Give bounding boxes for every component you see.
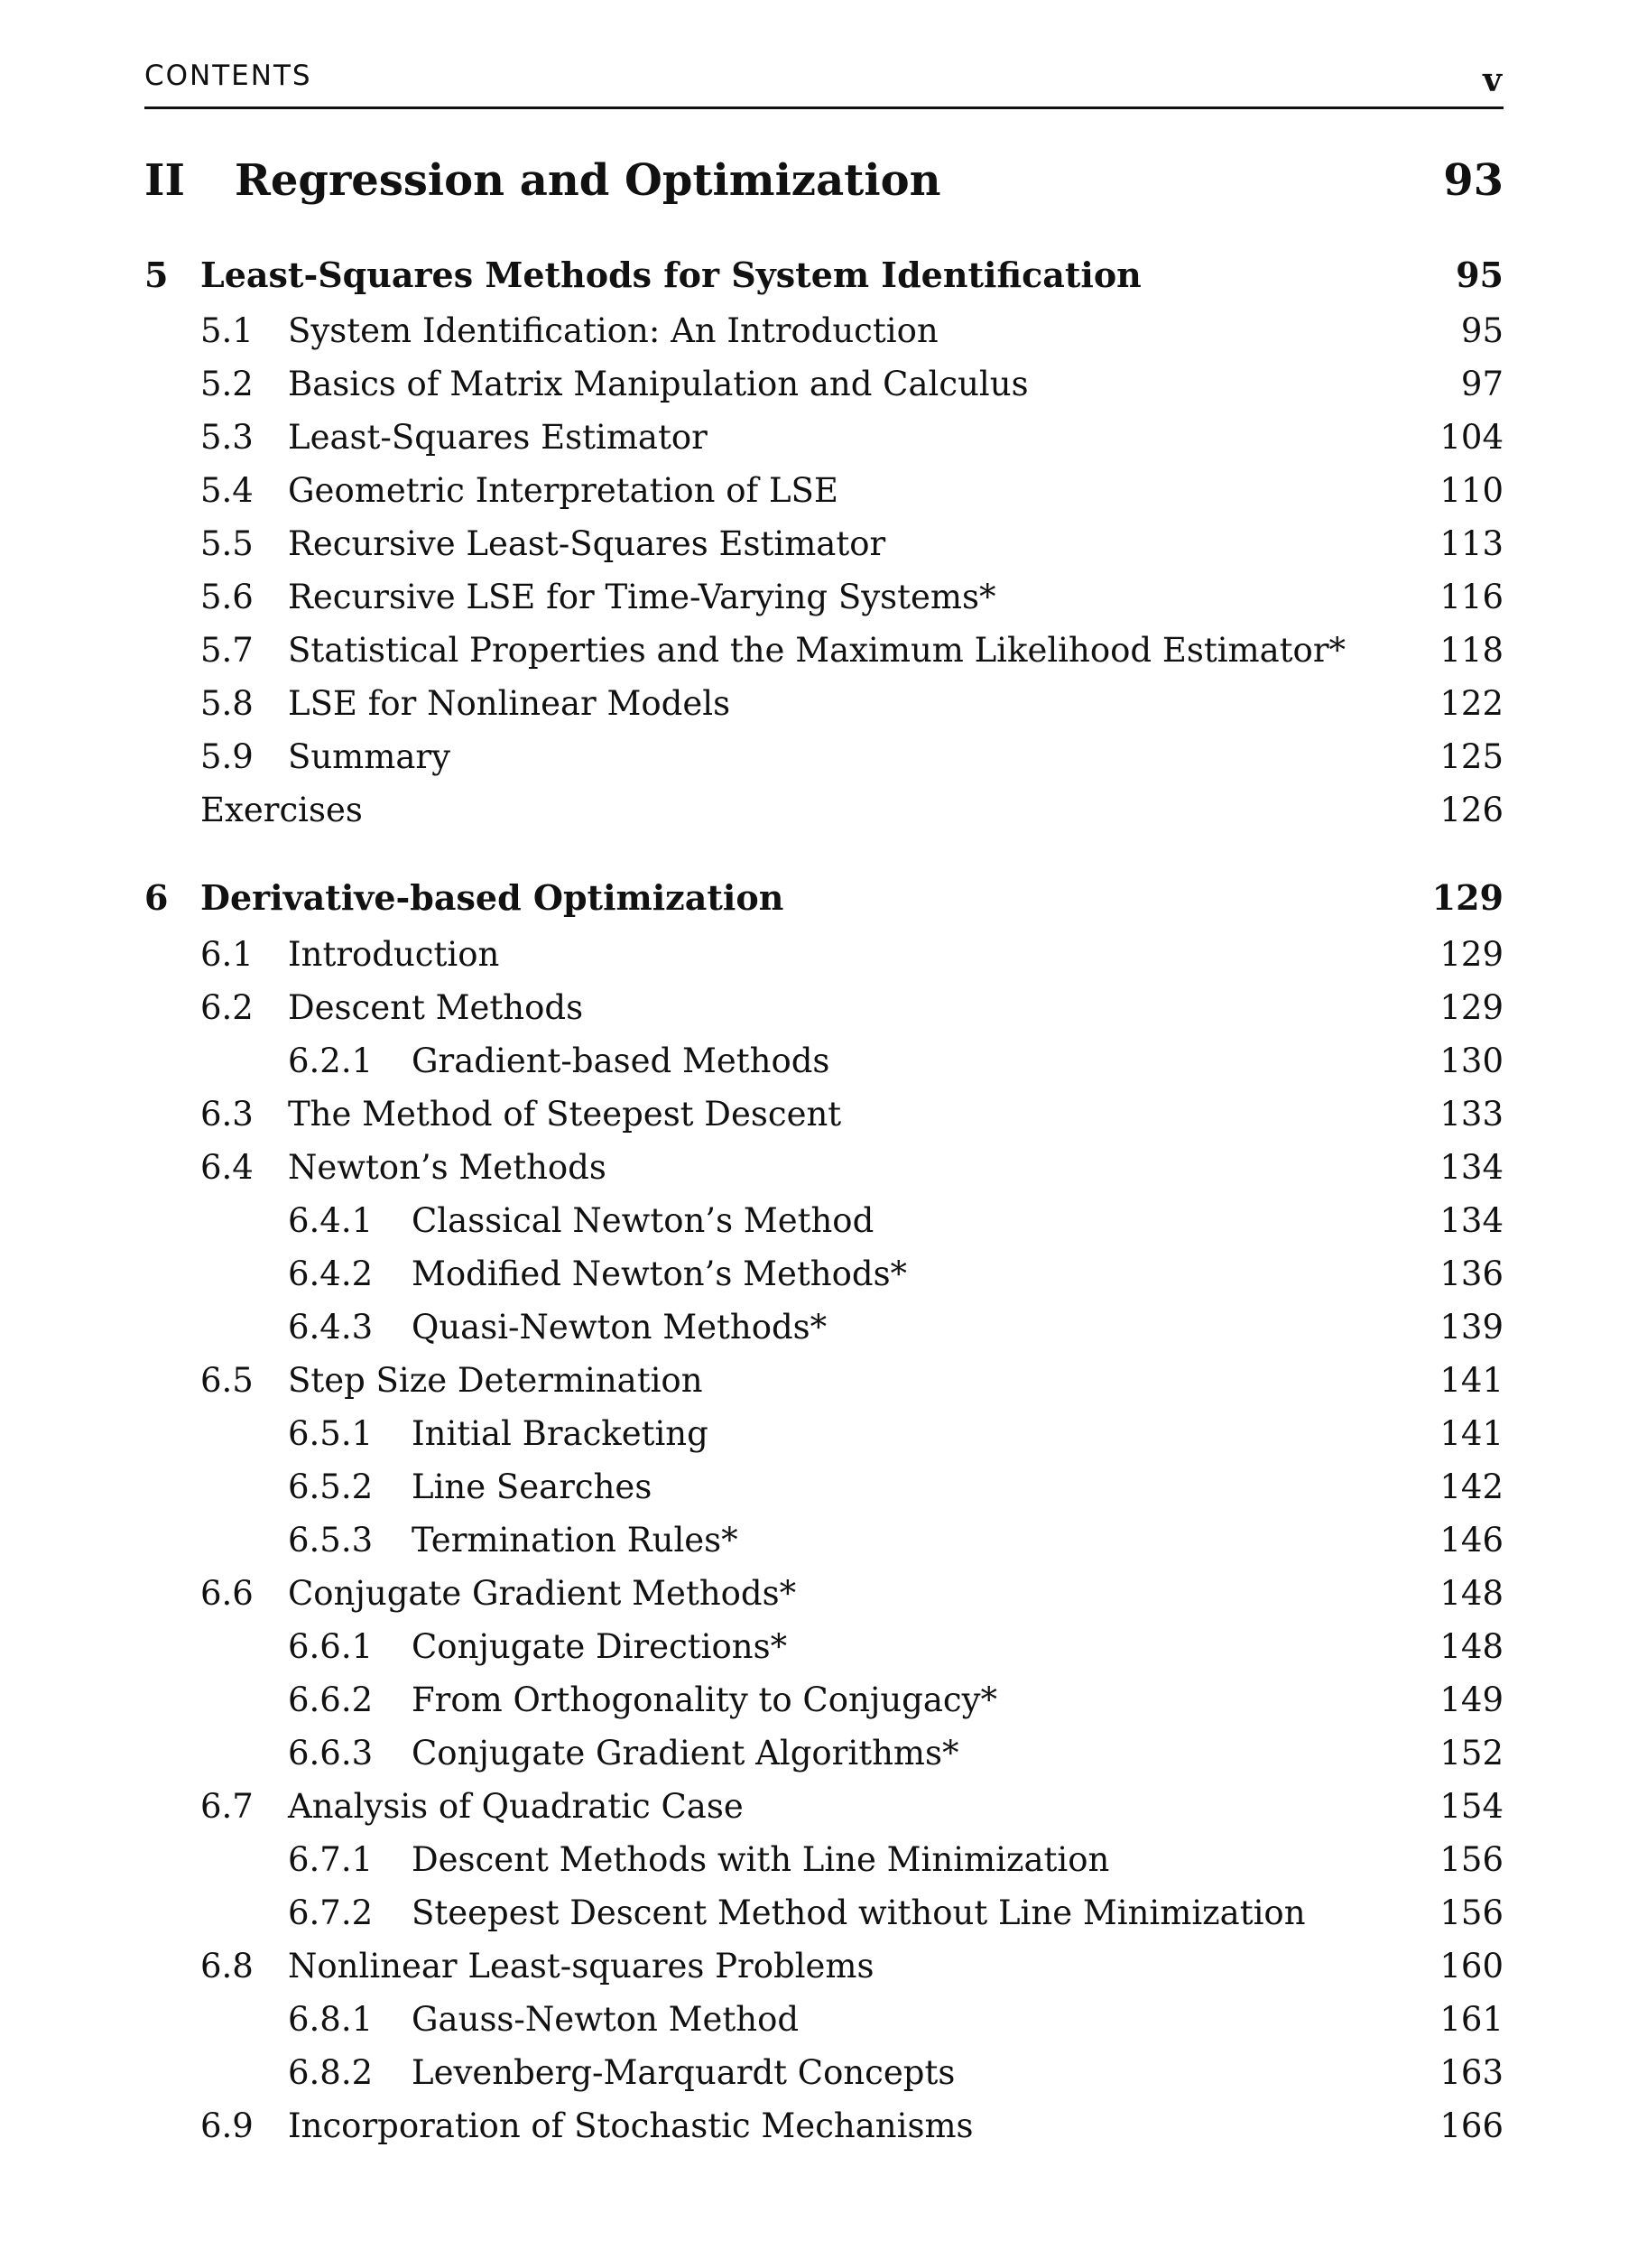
chapter-heading xyxy=(144,877,1504,924)
header-title: CONTENTS xyxy=(144,60,312,92)
entry-title: Descent Methods with Line Minimization xyxy=(412,1840,1110,1879)
toc-entry xyxy=(144,411,1504,464)
toc-subentry xyxy=(144,1620,1504,1673)
entry-page: 122 xyxy=(1439,684,1504,723)
chapter-title: Least-Squares Methods for System Identification xyxy=(200,255,1142,295)
entry-title: Geometric Interpretation of LSE xyxy=(288,471,838,510)
entry-title: Recursive LSE for Time-Varying Systems* xyxy=(288,578,996,616)
entry-number: 6.6.3 xyxy=(288,1734,374,1773)
entry-title: Nonlinear Least-squares Problems xyxy=(288,1947,875,1986)
chapter-number: 6 xyxy=(144,877,169,918)
toc-entry xyxy=(144,1780,1504,1833)
toc-entry xyxy=(144,677,1504,730)
entry-page: 141 xyxy=(1439,1414,1504,1453)
toc-entry xyxy=(144,730,1504,783)
entry-page: 154 xyxy=(1439,1787,1504,1826)
running-header xyxy=(144,60,1504,109)
entry-title: Gauss-Newton Method xyxy=(412,2000,800,2039)
entry-title: Termination Rules* xyxy=(412,1521,738,1560)
toc-entry xyxy=(144,304,1504,357)
toc-subentry xyxy=(144,1247,1504,1301)
entry-page: 97 xyxy=(1460,365,1504,403)
chapter-number: 5 xyxy=(144,255,169,295)
entry-page: 136 xyxy=(1439,1254,1504,1293)
entry-title: Modified Newton’s Methods* xyxy=(412,1254,908,1293)
entry-number: 6.8 xyxy=(200,1947,254,1986)
entry-title: Step Size Determination xyxy=(288,1361,703,1400)
entry-page: 139 xyxy=(1439,1308,1504,1347)
toc-entry xyxy=(144,1567,1504,1620)
entry-title: Newton’s Methods xyxy=(288,1148,606,1187)
toc-list-chapter-5 xyxy=(144,304,1504,837)
entry-number: 5.5 xyxy=(200,524,254,563)
entry-number: 5.8 xyxy=(200,684,254,723)
entry-page: 134 xyxy=(1439,1148,1504,1187)
entry-number: 5.2 xyxy=(200,365,254,403)
entry-page: 134 xyxy=(1439,1201,1504,1240)
entry-page: 166 xyxy=(1439,2106,1504,2145)
entry-page: 142 xyxy=(1439,1467,1504,1506)
entry-title: Levenberg-Marquardt Concepts xyxy=(412,2053,956,2092)
entry-number: 6.5.3 xyxy=(288,1521,374,1560)
entry-page: 156 xyxy=(1439,1840,1504,1879)
toc-entry xyxy=(144,928,1504,981)
entry-page: 148 xyxy=(1439,1574,1504,1613)
entry-page: 156 xyxy=(1439,1893,1504,1932)
entry-title: Summary xyxy=(288,737,450,776)
entry-number: 6.7.1 xyxy=(288,1840,374,1879)
entry-title: Conjugate Directions* xyxy=(412,1627,788,1666)
entry-title: Conjugate Gradient Methods* xyxy=(288,1574,797,1613)
entry-number: 5.6 xyxy=(200,578,254,616)
toc-entry xyxy=(144,1141,1504,1194)
entry-page: 141 xyxy=(1439,1361,1504,1400)
toc-entry xyxy=(144,981,1504,1034)
entry-title: LSE for Nonlinear Models xyxy=(288,684,731,723)
entry-page: 113 xyxy=(1439,524,1504,563)
toc-subentry xyxy=(144,2046,1504,2099)
entry-page: 104 xyxy=(1439,418,1504,457)
entry-page: 152 xyxy=(1439,1734,1504,1773)
toc-entry xyxy=(144,1939,1504,1993)
toc-subentry xyxy=(144,1886,1504,1939)
entry-number: 6.8.2 xyxy=(288,2053,374,2092)
entry-number: 6.3 xyxy=(200,1095,254,1134)
entry-page: 146 xyxy=(1439,1521,1504,1560)
entry-page: 148 xyxy=(1439,1627,1504,1666)
toc-subentry xyxy=(144,1460,1504,1514)
entry-title: Gradient-based Methods xyxy=(412,1041,830,1080)
entry-title: Classical Newton’s Method xyxy=(412,1201,875,1240)
entry-number: 6.9 xyxy=(200,2106,254,2145)
entry-number: 6.4.1 xyxy=(288,1201,374,1240)
entry-title: Introduction xyxy=(288,935,500,974)
entry-number: 5.3 xyxy=(200,418,254,457)
entry-page: 129 xyxy=(1439,935,1504,974)
entry-title: Initial Bracketing xyxy=(412,1414,708,1453)
part-number: II xyxy=(144,155,185,206)
toc-list-chapter-6 xyxy=(144,928,1504,2152)
entry-number: 6.8.1 xyxy=(288,2000,374,2039)
entry-page: 95 xyxy=(1460,311,1504,350)
entry-number: 6.1 xyxy=(200,935,254,974)
toc-subentry xyxy=(144,1726,1504,1780)
entry-title: Incorporation of Stochastic Mechanisms xyxy=(288,2106,974,2145)
header-page-number: v xyxy=(1483,61,1502,99)
toc-entry xyxy=(144,1354,1504,1407)
entry-title: System Identification: An Introduction xyxy=(288,311,939,350)
entry-page: 118 xyxy=(1439,631,1504,670)
entry-page: 160 xyxy=(1439,1947,1504,1986)
entry-title: Exercises xyxy=(200,791,363,829)
toc-subentry xyxy=(144,1034,1504,1088)
entry-page: 129 xyxy=(1439,988,1504,1027)
entry-number: 6.2 xyxy=(200,988,254,1027)
entry-page: 116 xyxy=(1439,578,1504,616)
entry-page: 163 xyxy=(1439,2053,1504,2092)
entry-number: 6.4.2 xyxy=(288,1254,374,1293)
entry-title: Line Searches xyxy=(412,1467,652,1506)
entry-number: 6.7 xyxy=(200,1787,254,1826)
toc-subentry xyxy=(144,1407,1504,1460)
entry-page: 126 xyxy=(1439,791,1504,829)
entry-title: From Orthogonality to Conjugacy* xyxy=(412,1680,998,1719)
entry-page: 130 xyxy=(1439,1041,1504,1080)
entry-title: Recursive Least-Squares Estimator xyxy=(288,524,886,563)
entry-number: 6.4.3 xyxy=(288,1308,374,1347)
chapter-page: 129 xyxy=(1431,877,1504,918)
chapter-title: Derivative-based Optimization xyxy=(200,877,784,918)
entry-number: 6.5.1 xyxy=(288,1414,374,1453)
toc-subentry xyxy=(144,1993,1504,2046)
entry-number: 5.7 xyxy=(200,631,254,670)
entry-page: 161 xyxy=(1439,2000,1504,2039)
entry-title: Conjugate Gradient Algorithms* xyxy=(412,1734,959,1773)
entry-title: Statistical Properties and the Maximum Likelihood Estimator* xyxy=(288,631,1346,670)
entry-number: 5.1 xyxy=(200,311,254,350)
entry-number: 5.4 xyxy=(200,471,254,510)
toc-entry xyxy=(144,2099,1504,2152)
entry-page: 125 xyxy=(1439,737,1504,776)
toc-subentry xyxy=(144,1301,1504,1354)
entry-number: 5.9 xyxy=(200,737,254,776)
toc-entry xyxy=(144,464,1504,517)
toc-subentry xyxy=(144,1194,1504,1247)
entry-number: 6.5.2 xyxy=(288,1467,374,1506)
toc-entry-exercises xyxy=(144,783,1504,837)
toc-subentry xyxy=(144,1514,1504,1567)
toc-entry xyxy=(144,1088,1504,1141)
part-heading xyxy=(144,155,1504,213)
entry-number: 6.6 xyxy=(200,1574,254,1613)
entry-number: 6.5 xyxy=(200,1361,254,1400)
entry-number: 6.6.1 xyxy=(288,1627,374,1666)
part-title: Regression and Optimization xyxy=(235,155,941,206)
chapter-page: 95 xyxy=(1456,255,1504,295)
entry-number: 6.7.2 xyxy=(288,1893,374,1932)
toc-entry xyxy=(144,357,1504,411)
entry-page: 133 xyxy=(1439,1095,1504,1134)
entry-number: 6.4 xyxy=(200,1148,254,1187)
toc-entry xyxy=(144,624,1504,677)
toc-subentry xyxy=(144,1673,1504,1726)
entry-title: Least-Squares Estimator xyxy=(288,418,708,457)
part-page: 93 xyxy=(1443,155,1504,206)
entry-title: Steepest Descent Method without Line Minimization xyxy=(412,1893,1306,1932)
entry-page: 110 xyxy=(1439,471,1504,510)
entry-title: Quasi-Newton Methods* xyxy=(412,1308,828,1347)
toc-entry xyxy=(144,570,1504,624)
toc-entry xyxy=(144,517,1504,570)
entry-title: Descent Methods xyxy=(288,988,584,1027)
entry-title: Analysis of Quadratic Case xyxy=(288,1787,744,1826)
entry-number: 6.2.1 xyxy=(288,1041,374,1080)
entry-title: The Method of Steepest Descent xyxy=(288,1095,842,1134)
entry-title: Basics of Matrix Manipulation and Calculus xyxy=(288,365,1029,403)
toc-subentry xyxy=(144,1833,1504,1886)
chapter-heading xyxy=(144,255,1504,301)
entry-page: 149 xyxy=(1439,1680,1504,1719)
entry-number: 6.6.2 xyxy=(288,1680,374,1719)
